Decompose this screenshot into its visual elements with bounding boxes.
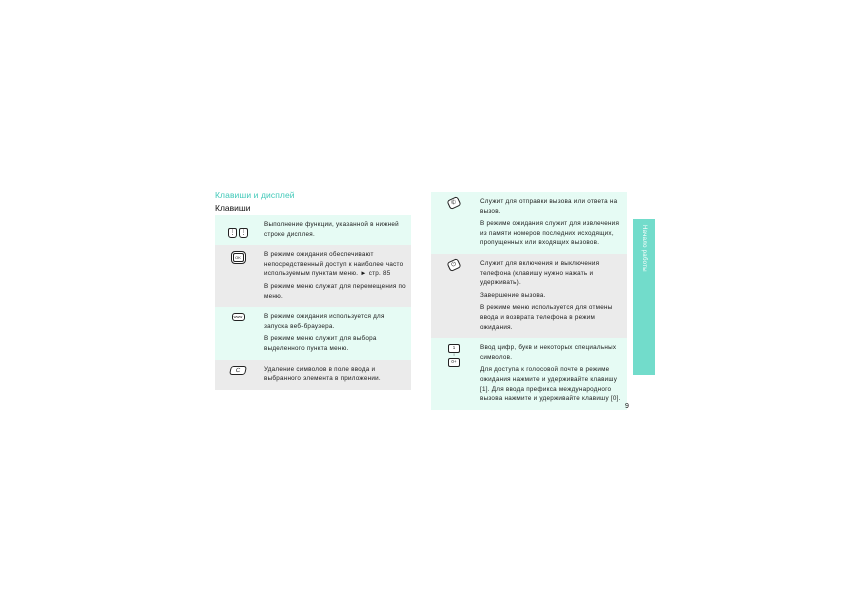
chapter-side-tab: [633, 219, 655, 375]
row-paragraph: В режиме меню служит для выбора выделенного пункта меню.: [264, 335, 377, 352]
table-row: [431, 254, 627, 338]
row-paragraph: В режиме меню используется для отмены ввода и возврата телефона в режим ожидания.: [480, 304, 613, 331]
row-paragraph: В режиме ожидания служит для извлечения из памяти номеров последних исходящих, пропущенных или входящих вызовов.: [480, 220, 620, 247]
table-row: [215, 215, 411, 245]
alphanumeric-keys-icon: 1 ⁝ 0+: [431, 338, 477, 410]
row-paragraph: Для доступа к голосовой почте в режиме ожидания нажмите и удерживайте клавишу [1]. Для ввода префикса международного вызова нажмите и удерживайте клавишу [0].: [480, 366, 621, 403]
keys-table-right: [431, 192, 627, 410]
page-number: 9: [625, 403, 629, 410]
keys-table-left: [215, 215, 411, 390]
row-paragraph: Служит для включения и выключения телефона (клавишу нужно нажать и удерживать).: [480, 259, 600, 287]
row-text: [261, 245, 411, 307]
row-text: [477, 338, 627, 410]
soft-keys-icon: ⋮ ⋮: [229, 230, 247, 236]
row-paragraph: Ввод цифр, букв и некоторых специальных символов.: [480, 344, 617, 361]
row-paragraph: В режиме ожидания обеспечивают непосредственный доступ к наиболее часто используемым пунктам меню. ► стр. 85: [264, 251, 404, 278]
row-text: [261, 215, 411, 245]
row-paragraph: Удаление символов в поле ввода и выбранного элемента в приложении.: [264, 365, 381, 383]
navigation-key-icon: OK: [215, 245, 261, 307]
table-row: [431, 338, 627, 410]
row-paragraph: В режиме ожидания используется для запуска веб-браузера.: [264, 313, 385, 330]
row-paragraph: Завершение вызова.: [480, 291, 546, 299]
row-text: [261, 307, 411, 359]
table-row: [431, 192, 627, 254]
clear-key-icon: C: [215, 360, 261, 390]
side-tab-label: Начало работы: [641, 225, 647, 272]
call-key-icon: ✆: [431, 192, 477, 254]
row-text: [477, 192, 627, 254]
row-paragraph: Выполнение функции, указанной в нижней строке дисплея.: [264, 221, 399, 238]
sub-title: Клавиши: [215, 203, 251, 213]
row-paragraph: Служит для отправки вызова или ответа на вызов.: [480, 198, 618, 215]
row-paragraph: В режиме меню служат для перемещения по меню.: [264, 282, 406, 300]
web-key-icon: www: [215, 307, 261, 359]
end-key-icon: ⏻: [431, 254, 477, 338]
table-row: [215, 307, 411, 359]
section-title: Клавиши и дисплей: [215, 190, 295, 200]
table-row: [215, 360, 411, 390]
table-row: [215, 245, 411, 307]
row-text: [477, 254, 627, 338]
row-text: [261, 360, 411, 390]
